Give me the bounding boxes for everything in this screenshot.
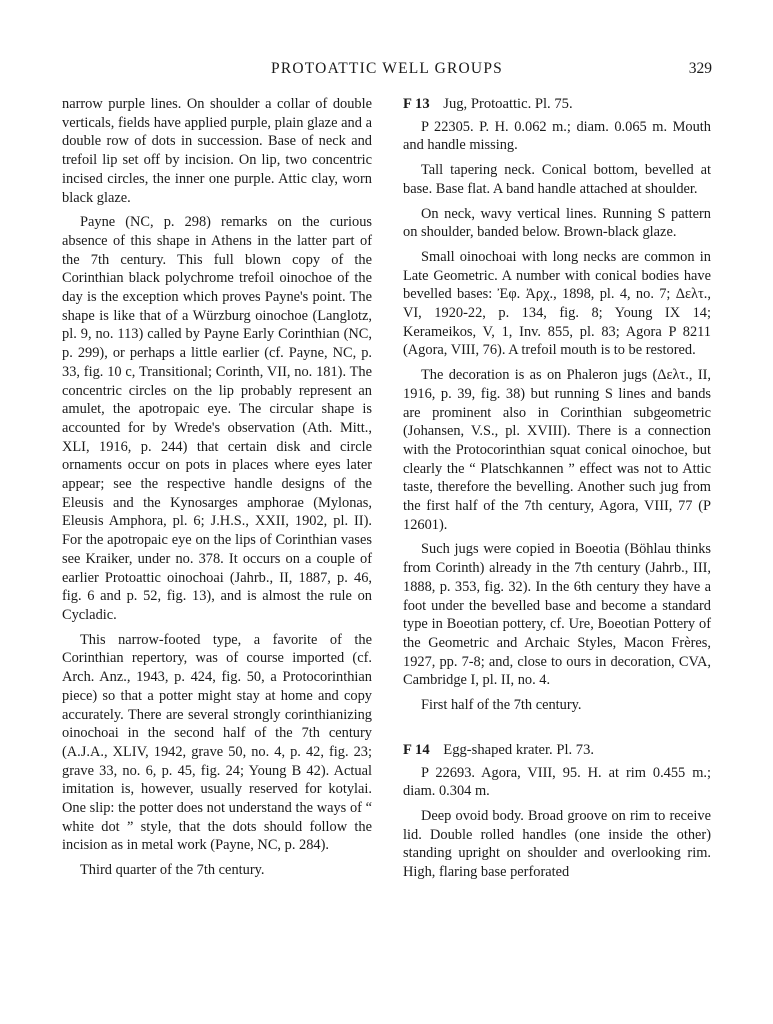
entry-number: F 13: [403, 96, 430, 112]
paragraph: P 22305. P. H. 0.062 m.; diam. 0.065 m. Mouth and handle missing.: [403, 118, 711, 154]
entry-title: Jug, Protoattic. Pl. 75.: [443, 96, 573, 112]
page-header: [62, 60, 712, 84]
paragraph: This narrow-footed type, a favorite of the Corinthian repertory, was of course imported (cf. Arch. Anz., 1943, p. 424, fig. 50, a Protocorinthian piece) so that a potter might stay at home and copy accurately. There are several strongly corinthianizing oinochoai in the second half of the 7th century (A.J.A., XLIV, 1942, grave 50, no. 4, p. 42, fig. 23; grave 33, no. 6, p. 45, fig. 24; Young B 42). Actual imitation is, however, usually reserved for kotylai. One slip: the potter does not understand the ways of “ white dot ” style, that the dots should follow the incision as in metal work (Payne, NC, p. 284).: [62, 631, 372, 854]
paragraph: Tall tapering neck. Conical bottom, bevelled at base. Base flat. A band handle attached at shoulder.: [403, 162, 711, 197]
right-column: [403, 95, 711, 888]
paragraph: The decoration is as on Phaleron jugs (Δελτ., II, 1916, p. 39, fig. 38) but running S lines and bands are prominent also in Corinthian subgeometric (Johansen, V.S., pl. XVIII). There is a connection with the Protocorinthian squat conical oinochoe, but clearly the “ Platschkannen ” effect was not to Attic taste, therefore the bevelling. Another such jug from the first half of the 7th century, Agora, VIII, 77 (P 12601).: [403, 367, 711, 533]
paragraph: Deep ovoid body. Broad groove on rim to receive lid. Double rolled handles (one inside the other) standing upright on shoulder and overlooking rim. High, flaring base perforated: [403, 807, 711, 881]
paragraph: On neck, wavy vertical lines. Running S pattern on shoulder, banded below. Brown-black glaze.: [403, 205, 711, 241]
paragraph: Small oinochoai with long necks are common in Late Geometric. A number with conical bodies have bevelled bases: Ἐφ. Ἀρχ., 1898, pl. 4, no. 7; Δελτ., VI, 1920-22, p. 134, fig. 8; Young IX 14; Kerameikos, V, 1, Inv. 855, pl. 83; Agora P 8211 (Agora, VIII, 76). A trefoil mouth is to be restored.: [403, 248, 711, 359]
paragraph: P 22693. Agora, VIII, 95. H. at rim 0.455 m.; diam. 0.304 m.: [403, 764, 711, 800]
entry-title: Egg-shaped krater. Pl. 73.: [443, 741, 595, 758]
paragraph: narrow purple lines. On shoulder a collar of double verticals, fields have applied purple, plain glaze and a double row of dots in succession. Base of neck and trefoil lip set off by incision. On lip, two concentric incised circles, the inner one purple. Attic clay, worn black glaze.: [62, 96, 372, 206]
left-column: [62, 95, 372, 886]
entry-heading-f13: [403, 95, 711, 114]
entry-heading-f14: [403, 741, 711, 760]
paragraph: Payne (NC, p. 298) remarks on the curious absence of this shape in Athens in the latter part of the 7th century. This full blown copy of the Corinthian black polychrome trefoil oinochoe of the day is the exception which proves Payne's point. The shape is like that of a Würzburg oinochoe (Langlotz, pl. 9, no. 113) called by Payne Early Corinthian (NC, p. 299), or perhaps a little earlier (cf. Payne, NC, p. 33, fig. 10 c, Transitional; Corinth, VII, no. 181). The concentric circles on the lip probably represent an amulet, the apotropaic eye. The circular shape is accounted for by Wrede's observation (Ath. Mitt., XLI, 1916, p. 244) that certain disk and circle ornaments occur on pots in places where eyes later appear; see the respective handle designs of the Eleusis and the Kynosarges amphorae (Mylonas, Eleusis Amphora, pl. 6; J.H.S., XXII, 1902, pl. II). For the apotropaic eye on the lips of Corinthian vases see Kraiker, under no. 378. It occurs on a couple of earlier Protoattic oinochoai (Jahrb., II, 1887, p. 46, fig. 6 and p. 52, fig. 13), and is almost the rule on Cycladic.: [62, 214, 372, 623]
running-title: PROTOATTIC WELL GROUPS: [271, 60, 503, 77]
paragraph: Third quarter of the 7th century.: [80, 862, 265, 879]
entry-number: F 14: [403, 741, 430, 758]
page-number: 329: [688, 60, 712, 77]
paragraph: First half of the 7th century.: [421, 697, 582, 714]
paragraph: Such jugs were copied in Boeotia (Böhlau thinks from Corinth) already in the 7th century (Jahrb., III, 1888, p. 353, fig. 32). In the 6th century they have a foot under the bevelled base and become a standard type in Boeotian pottery, cf. Ure, Boeotian Pottery of the Geometric and Archaic Styles, Macon Frères, 1927, pp. 7-8; and, close to ours in decoration, CVA, Cambridge I, pl. II, no. 4.: [403, 541, 711, 689]
